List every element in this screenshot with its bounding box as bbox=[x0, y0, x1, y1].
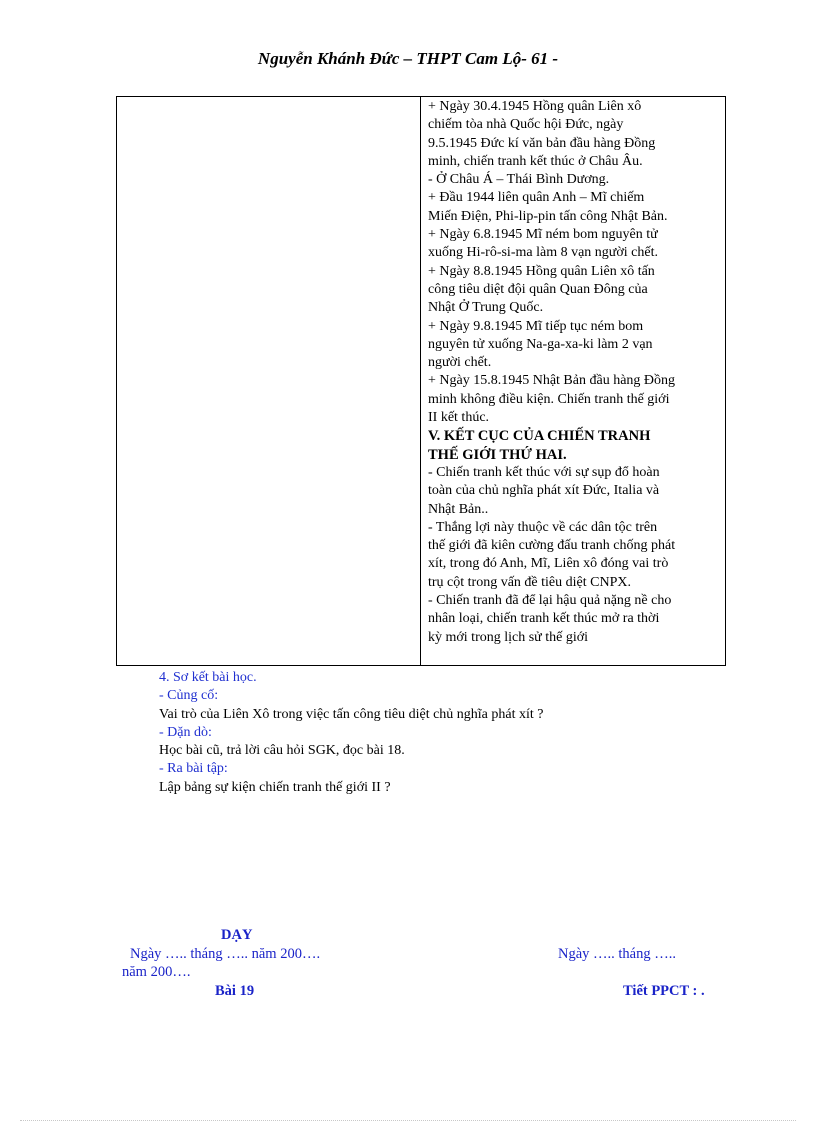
section-heading: THẾ GIỚI THỨ HAI. bbox=[428, 446, 567, 463]
cell-line: thế giới đã kiên cường đấu tranh chống phát bbox=[428, 538, 676, 554]
exercise-label: - Ra bài tập: bbox=[159, 761, 228, 777]
date-right: Ngày ….. tháng ….. bbox=[558, 946, 676, 962]
cell-line: chiếm tòa nhà Quốc hội Đức, ngày bbox=[428, 117, 624, 133]
cell-line: + Ngày 15.8.1945 Nhật Bản đầu hàng Đồng bbox=[428, 373, 676, 389]
cell-line: Nhật Bản.. bbox=[428, 501, 489, 517]
summary-title: 4. Sơ kết bài học. bbox=[159, 670, 257, 685]
homework-label: - Dặn dò: bbox=[159, 724, 212, 740]
cell-line: - Ở Châu Á – Thái Bình Dương. bbox=[428, 172, 610, 188]
cell-line: Miến Điện, Phi-lip-pin tấn công Nhật Bản. bbox=[428, 208, 668, 224]
cell-line: công tiêu diệt đội quân Quan Đông của bbox=[428, 281, 648, 297]
lesson-number: Bài 19 bbox=[215, 983, 255, 999]
cell-line: nguyên tử xuống Na-ga-xa-ki làm 2 vạn bbox=[428, 336, 653, 352]
cell-line: minh, chiến tranh kết thúc ở Châu Âu. bbox=[428, 153, 643, 169]
cell-line: trụ cột trong vấn đề tiêu diệt CNPX. bbox=[428, 574, 631, 590]
page-header: Nguyễn Khánh Đức – THPT Cam Lộ- 61 - bbox=[257, 49, 559, 68]
cell-line: + Đầu 1944 liên quân Anh – Mĩ chiếm bbox=[428, 190, 645, 206]
lesson-table bbox=[116, 96, 726, 666]
cell-line: - Chiến tranh đã để lại hậu quả nặng nề cho bbox=[428, 593, 672, 609]
consolidate-label: - Củng cố: bbox=[159, 688, 219, 704]
cell-line: xuống Hi-rô-si-ma làm 8 vạn người chết. bbox=[428, 245, 658, 261]
date-right-continued: năm 200…. bbox=[122, 964, 191, 980]
table-column-divider bbox=[420, 97, 421, 665]
cell-line: + Ngày 30.4.1945 Hồng quân Liên xô bbox=[428, 99, 642, 114]
cell-line: người chết. bbox=[428, 355, 492, 371]
cell-line: xít, trong đó Anh, Mĩ, Liên xô đóng vai trò bbox=[428, 556, 669, 572]
cell-line: nhân loại, chiến tranh kết thúc mở ra thời bbox=[428, 611, 660, 627]
homework-text: Học bài cũ, trả lời câu hỏi SGK, đọc bài 18. bbox=[159, 743, 405, 759]
cell-line: toàn của chủ nghĩa phát xít Đức, Italia và bbox=[428, 483, 660, 499]
cell-line: - Thắng lợi này thuộc về các dân tộc trên bbox=[428, 519, 658, 535]
cell-line: + Ngày 6.8.1945 Mĩ ném bom nguyên tử bbox=[428, 227, 658, 243]
cell-line: kỳ mới trong lịch sử thế giới bbox=[428, 629, 589, 645]
exercise-text: Lập bảng sự kiện chiến tranh thế giới II ? bbox=[159, 779, 391, 795]
teach-label: DẠY bbox=[221, 927, 253, 943]
cell-line: Nhật Ở Trung Quốc. bbox=[428, 300, 544, 316]
page-bottom-border bbox=[20, 1120, 796, 1121]
cell-line: + Ngày 8.8.1945 Hồng quân Liên xô tấn bbox=[428, 263, 655, 279]
cell-line: II kết thúc. bbox=[428, 410, 490, 426]
section-heading: V. KẾT CỤC CỦA CHIẾN TRANH bbox=[428, 428, 651, 445]
cell-line: minh không điều kiện. Chiến tranh thế giới bbox=[428, 391, 670, 407]
period-number: Tiết PPCT : . bbox=[623, 983, 705, 999]
date-left: Ngày ….. tháng ….. năm 200…. bbox=[130, 946, 321, 962]
lesson-summary bbox=[159, 669, 544, 797]
cell-line: + Ngày 9.8.1945 Mĩ tiếp tục ném bom bbox=[428, 318, 644, 334]
cell-line: - Chiến tranh kết thúc với sự sụp đổ hoàn bbox=[428, 464, 660, 480]
consolidate-text: Vai trò của Liên Xô trong việc tấn công tiêu diệt chủ nghĩa phát xít ? bbox=[159, 706, 544, 722]
table-right-cell bbox=[428, 98, 721, 647]
cell-line: 9.5.1945 Đức kí văn bản đầu hàng Đồng bbox=[428, 135, 656, 151]
